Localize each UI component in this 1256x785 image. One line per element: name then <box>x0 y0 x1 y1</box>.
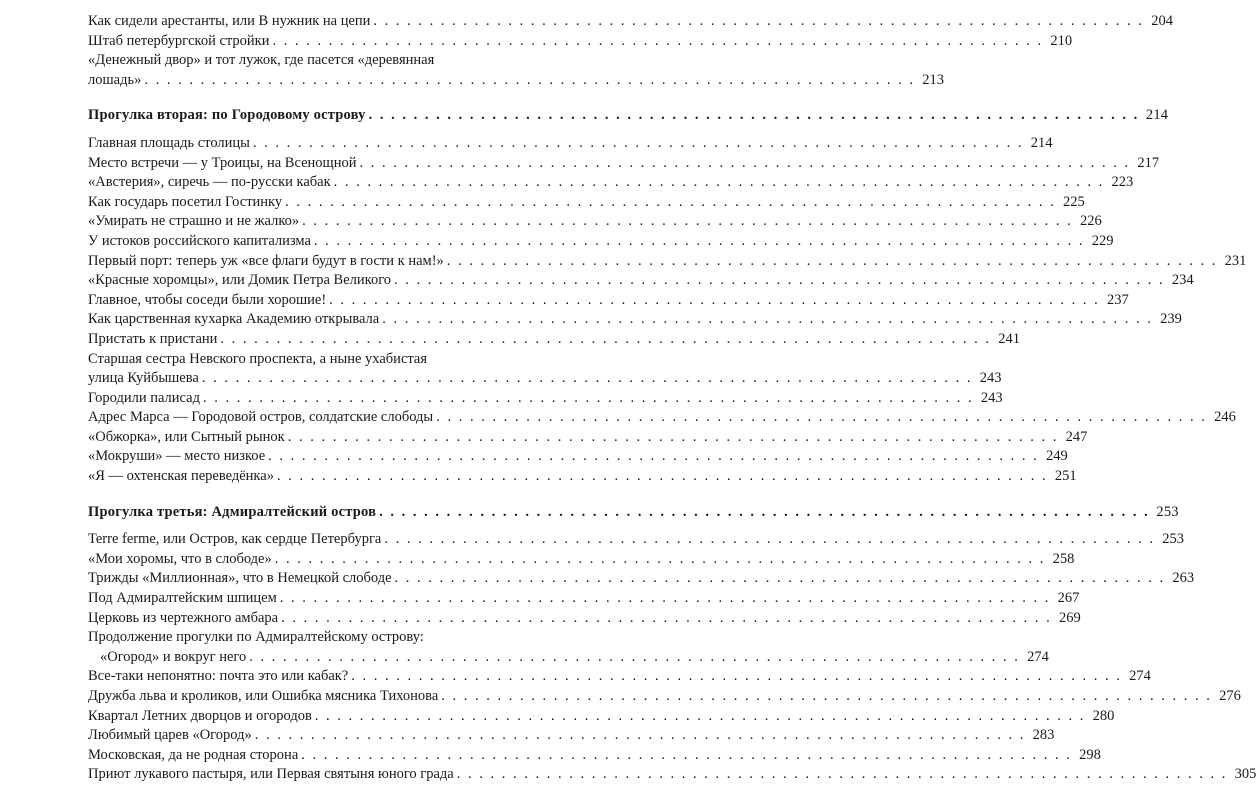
dot-leader <box>302 212 1073 232</box>
toc-entry <box>88 609 1081 629</box>
toc-entry <box>88 271 1194 291</box>
toc-entry-title: Любимый царев «Огород» <box>88 727 252 744</box>
page-number: 241 <box>998 330 1021 347</box>
page-number: 246 <box>1214 409 1236 426</box>
toc-entry <box>88 12 1174 32</box>
toc-entry <box>88 212 1102 232</box>
toc-entry-title: Старшая сестра Невского проспекта, а ныне ухабистая <box>88 350 427 367</box>
toc-entry-title: Пристать к пристани <box>88 330 218 347</box>
dot-leader <box>280 589 1051 609</box>
page-number: 298 <box>1079 746 1101 763</box>
dot-leader <box>351 667 1122 687</box>
toc-entry <box>88 291 1129 311</box>
toc-entry <box>88 232 1114 252</box>
toc-entry-title: «Умирать не страшно и не жалко» <box>88 213 300 230</box>
dot-leader <box>441 687 1212 707</box>
toc-entry <box>88 173 1134 193</box>
dot-leader <box>384 530 1155 550</box>
dot-leader <box>281 609 1052 629</box>
toc-entry-title: Приют лукавого пастыря, или Первая святыня юного града <box>88 766 454 783</box>
toc-entry-title: Продолжение прогулки по Адмиралтейскому острову: <box>88 629 424 646</box>
page-number: 243 <box>980 389 1003 406</box>
toc-entry-title: Дружба льва и кроликов, или Ошибка мясника Тихонова <box>88 688 439 704</box>
dot-leader <box>272 32 1043 52</box>
toc-entry-title: Terre ferme, или Остров, как сердце Петербурга <box>88 531 382 548</box>
toc-entry-title: Штаб петербургской стройки <box>88 32 270 49</box>
page-number: 217 <box>1137 154 1160 171</box>
page-number: 274 <box>1129 668 1151 685</box>
dot-leader <box>255 726 1026 746</box>
dot-leader <box>203 389 974 409</box>
toc-entry <box>88 389 1003 409</box>
page-number: 214 <box>1145 107 1169 124</box>
toc-entry-title: Городили палисад <box>88 389 200 406</box>
toc-entry <box>88 467 1077 487</box>
toc-entry-title: «Красные хоромцы», или Домик Петра Великого <box>88 272 392 289</box>
dot-leader <box>144 71 915 91</box>
toc-entry-title: Все-таки непонятно: почта это или кабак? <box>88 668 349 685</box>
dot-leader <box>249 648 1020 668</box>
toc-entry <box>88 569 1195 589</box>
toc-entry-title: «Денежный двор» и тот лужок, где пасется «деревянная <box>88 52 435 69</box>
toc-entry-title: «Я — охтенская переведёнка» <box>88 468 274 485</box>
toc-entry-title: Первый порт: теперь уж «все флаги будут в гости к нам!» <box>88 252 444 269</box>
page-number: 274 <box>1027 648 1049 665</box>
toc-entry-title: У истоков российского капитализма <box>88 232 311 249</box>
page-number: 251 <box>1054 468 1077 485</box>
toc-entry <box>88 154 1160 174</box>
toc-entry <box>88 707 1115 727</box>
toc-entry-title: Место встречи — у Троицы, на Всенощной <box>88 154 357 171</box>
toc-entry-title-continued: «Огород» и вокруг него <box>100 648 247 665</box>
page-number: 239 <box>1160 311 1182 328</box>
dot-leader <box>373 12 1144 32</box>
toc-entry <box>88 330 1021 350</box>
toc-entry <box>88 350 1002 389</box>
page-number: 305 <box>1234 766 1256 783</box>
table-of-contents <box>88 12 1256 785</box>
page-number: 243 <box>979 370 1002 387</box>
toc-entry-title: Прогулка третья: Адмиралтейский остров <box>88 503 377 520</box>
page-number: 263 <box>1172 570 1195 587</box>
page-number: 258 <box>1052 550 1075 567</box>
page-number: 229 <box>1091 232 1114 249</box>
dot-leader <box>202 369 973 389</box>
page-number: 234 <box>1171 272 1194 289</box>
toc-entry-title: Адрес Марса — Городовой остров, солдатские слободы <box>88 409 434 426</box>
toc-entry-title: Как государь посетил Гостинку <box>88 193 283 210</box>
dot-leader <box>253 134 1024 154</box>
dot-leader <box>301 746 1072 766</box>
section-heading <box>88 106 1169 126</box>
toc-entry-title: Как царственная кухарка Академию открывала <box>88 311 380 328</box>
page-number: 225 <box>1063 193 1085 210</box>
toc-entry <box>88 408 1236 428</box>
toc-entry <box>88 32 1073 52</box>
page-number: 253 <box>1162 531 1184 548</box>
dot-leader <box>457 765 1228 785</box>
toc-entry <box>88 252 1247 272</box>
page-number: 226 <box>1080 213 1102 230</box>
toc-entry <box>88 447 1068 467</box>
dot-leader <box>379 503 1150 523</box>
toc-entry-title: «Австерия», сиречь — по-русски кабак <box>88 174 331 191</box>
dot-leader <box>359 154 1130 174</box>
dot-leader <box>220 330 991 350</box>
dot-leader <box>394 271 1165 291</box>
dot-leader <box>395 569 1166 589</box>
toc-entry-title: Как сидели арестанты, или В нужник на цепи <box>88 13 371 29</box>
page-number: 247 <box>1065 428 1088 445</box>
page-number: 237 <box>1107 291 1129 308</box>
toc-entry <box>88 667 1151 687</box>
toc-entry <box>88 687 1241 707</box>
toc-entry-title: Главное, чтобы соседи были хорошие! <box>88 291 327 308</box>
section-heading <box>88 503 1179 523</box>
toc-entry <box>88 530 1184 550</box>
toc-entry <box>88 550 1075 570</box>
toc-entry <box>88 765 1256 785</box>
toc-entry-title: Московская, да не родная сторона <box>88 746 299 763</box>
dot-leader <box>334 173 1105 193</box>
dot-leader <box>447 252 1218 272</box>
toc-entry <box>88 628 1049 667</box>
page-number: 253 <box>1156 503 1179 520</box>
toc-entry-title: «Мои хоромы, что в слободе» <box>88 550 272 567</box>
dot-leader <box>369 106 1140 126</box>
toc-entry <box>88 193 1085 213</box>
toc-entry-title: «Мокруши» — место низкое <box>88 448 266 465</box>
page-number: 283 <box>1032 727 1055 744</box>
dot-leader <box>329 291 1100 311</box>
page-number: 276 <box>1219 688 1241 704</box>
toc-entry-title: Под Адмиралтейским шпицем <box>88 590 277 607</box>
dot-leader <box>285 193 1056 213</box>
dot-leader <box>436 408 1207 428</box>
dot-leader <box>268 447 1039 467</box>
dot-leader <box>382 310 1153 330</box>
dot-leader <box>314 232 1085 252</box>
dot-leader <box>277 467 1048 487</box>
toc-entry-title: «Обжорка», или Сытный рынок <box>88 428 285 445</box>
toc-entry <box>88 310 1182 330</box>
dot-leader <box>315 707 1086 727</box>
page-number: 223 <box>1111 174 1134 191</box>
toc-entry <box>88 51 944 90</box>
toc-entry-title-continued: лошадь» <box>88 71 142 88</box>
page-number: 267 <box>1057 590 1080 607</box>
toc-entry-title: Прогулка вторая: по Городовому острову <box>88 107 366 124</box>
page-number: 231 <box>1224 252 1247 269</box>
toc-entry-title: Главная площадь столицы <box>88 134 250 151</box>
toc-entry-title: Квартал Летних дворцов и огородов <box>88 707 312 724</box>
dot-leader <box>275 550 1046 570</box>
toc-entry <box>88 726 1055 746</box>
toc-entry <box>88 589 1080 609</box>
page-number: 280 <box>1092 707 1115 724</box>
page-number: 249 <box>1046 448 1068 465</box>
page-number: 269 <box>1058 609 1081 626</box>
toc-entry <box>88 428 1088 448</box>
toc-entry <box>88 134 1053 154</box>
toc-entry-title-continued: улица Куйбышева <box>88 370 199 387</box>
toc-entry <box>88 746 1101 766</box>
toc-entry-title: Трижды «Миллионная», что в Немецкой слободе <box>88 570 392 587</box>
page-number: 213 <box>922 71 944 88</box>
dot-leader <box>288 428 1059 448</box>
page-number: 210 <box>1050 32 1073 49</box>
page-number: 204 <box>1151 13 1174 29</box>
page-number: 214 <box>1030 134 1053 151</box>
toc-entry-title: Церковь из чертежного амбара <box>88 609 279 626</box>
